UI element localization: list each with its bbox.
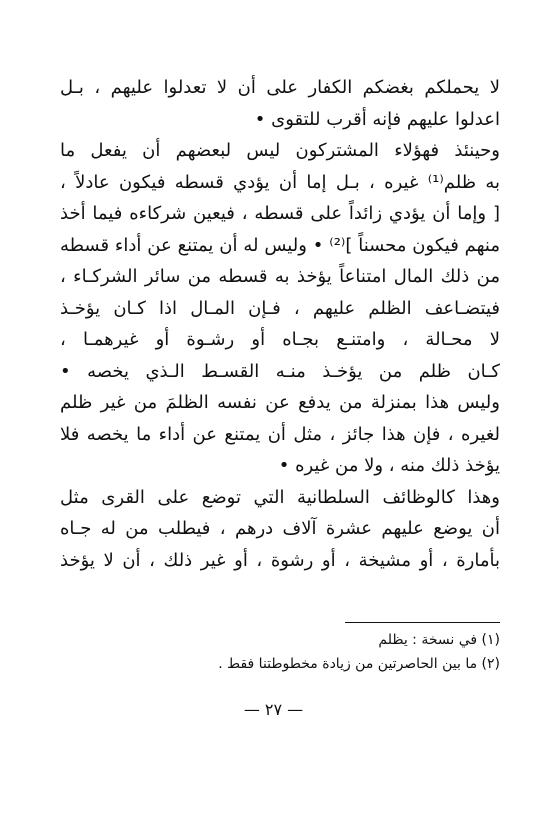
body-line: لا محـالة ، وامتنـع بجـاه أو رشـوة أو غيرهمـا ، [60,329,500,350]
body-line: به ظلم⁽¹⁾ غيره ، بـل إما أن يؤدي قسطه فيكون عادلاً ، [60,171,500,193]
body-line: من ذلك المال امتناعاً يؤخذ به قسطه من سائر الشركـاء ، [60,266,500,287]
body-line: [ وإما أن يؤدي زائداً على قسطه ، فيعين شركاءه فيما أخذ [60,203,500,224]
body-line: وهذا كالوظائف السلطانية التي توضع على القرى مثل [60,486,500,508]
body-line: منهم فيكون محسناً ]⁽²⁾ • وليس له أن يمتنع عن أداء قسطه [60,234,500,256]
footnote: (١) في نسخة : يظلم [378,632,500,648]
body-line: اعدلوا عليهم فإنه أقرب للتقوى • [254,108,500,130]
page-number: — ٢٧ — [243,700,304,719]
body-line: لا يحملكم بغضكم الكفار على أن لا تعدلوا عليهم ، بـل [60,77,500,98]
footnotes [60,628,500,676]
body-line: يؤخذ ذلك منه ، ولا من غيره • [278,455,500,476]
body-line: لغيره ، فإن هذا جائز ، مثل أن يمتنع عن أداء ما يخصه فلا [60,423,500,445]
body-text [60,72,500,576]
footnote: (٢) ما بين الحاصرتين من زيادة مخطوطتنا فقط . [218,656,500,672]
body-line: أن يوضع عليهم عشرة آلاف درهم ، فيطلب من له جـاه [60,518,500,539]
body-line: وليس هذا بمنزلة من يدفع عن نفسه الظلمَ من غير ظلم [60,392,500,413]
body-line: كـان ظلم من يؤخـذ منـه القسـط الـذي يخصه • [60,360,500,382]
body-line: وحينئذ فهؤلاء المشتركون ليس لبعضهم أن يفعل ما [60,140,500,161]
body-line: بأمارة ، أو مشيخة ، أو رشوة ، أو غير ذلك ، أن لا يؤخذ [60,549,500,571]
body-line: فيتضـاعف الظلم عليهم ، فـإن المـال اذا كـان يؤخـذ [60,297,500,319]
footnote-divider [345,622,500,623]
